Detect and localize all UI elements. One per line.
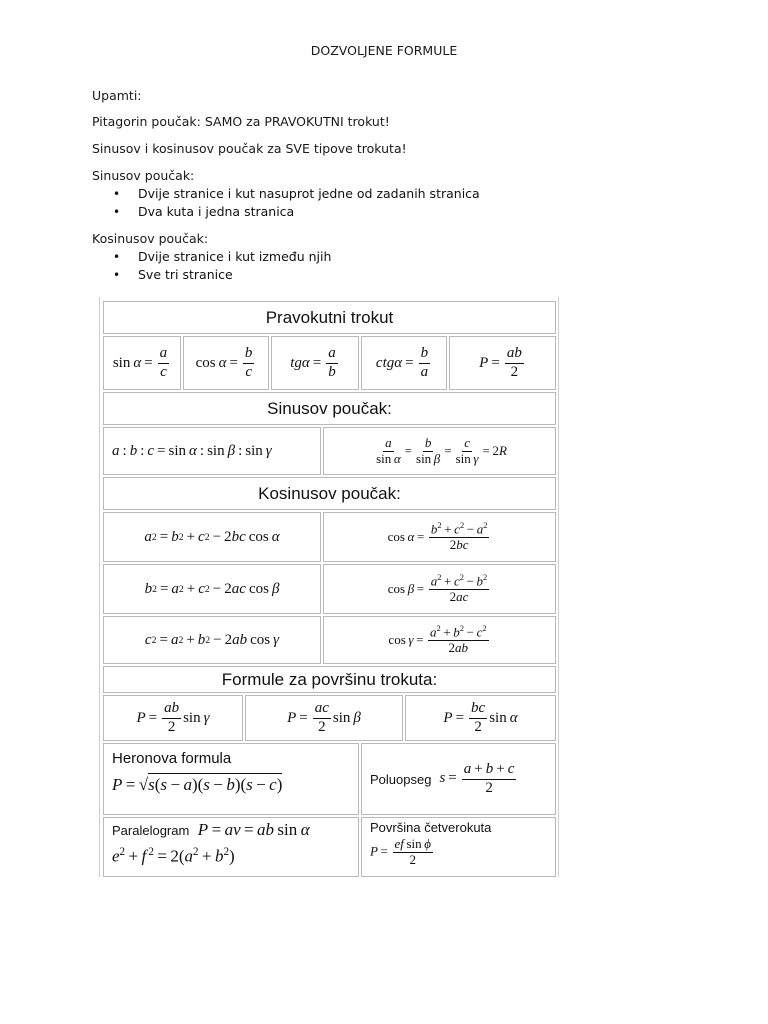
cosine-law-b: b 2 = a 2 + c 2 − 2 ac cos β (103, 564, 321, 614)
cosine-law-header: Kosinusov poučak: (103, 477, 556, 510)
kosinus-heading: Kosinusov poučak: (92, 231, 209, 246)
list-item (113, 267, 233, 282)
formula-sheet-image (99, 297, 559, 877)
list-item-text: Dvije stranice i kut između njih (138, 249, 332, 264)
area-sin-alpha: P = $\frac{bc}{2}$ sin α (405, 695, 556, 741)
tangent-definition: tgα = $\frac{a}{b}$ (271, 336, 359, 390)
sinus-heading: Sinusov poučak: (92, 168, 195, 183)
heron-label: Heronova formula (112, 750, 232, 767)
bullet-icon: • (113, 205, 121, 219)
semi-perimeter-cell (361, 743, 556, 815)
list-item-text: Dvije stranice i kut nasuprot jedne od zadanih stranica (138, 186, 480, 201)
area-sin-gamma: P = $\frac{ab}{2}$ sin γ (103, 695, 243, 741)
bullet-icon: • (113, 250, 121, 264)
list-item (113, 249, 331, 264)
cotangent-definition: ctgα = $\frac{b}{a}$ (361, 336, 447, 390)
heron-formula: P = √s(s − a)(s − b)(s − c) (112, 775, 283, 794)
document-title: DOZVOLJENE FORMULE (310, 43, 458, 58)
semi-perimeter-label: Poluopseg (370, 771, 432, 787)
cosine-gamma: cos γ = $\frac{a^2 + b^2 - c^2}{2ab}$ (323, 616, 556, 664)
heron-formula-cell (103, 743, 359, 815)
list-item (113, 204, 294, 219)
sine-law-header: Sinusov poučak: (103, 392, 556, 425)
note-label: Upamti: (92, 88, 142, 103)
cosine-law-c: c 2 = a 2 + b 2 − 2 ab cos γ (103, 616, 321, 664)
sine-law-ratio: a : b : c = sin α : sin β : sin γ (103, 427, 321, 475)
area-sin-beta: P = $\frac{ac}{2}$ sin β (245, 695, 403, 741)
cosine-alpha: cos α = $\frac{b^2 + c^2 - a^2}{2bc}$ (323, 512, 556, 562)
cosine-definition: cos α = $\frac{b}{c}$ (183, 336, 269, 390)
parallelogram-cell (103, 817, 359, 877)
list-item (113, 186, 480, 201)
parallelogram-label: Paralelogram (112, 823, 190, 838)
parallelogram-diagonals: $e^2 + f$ $^2 = 2(a^2 + b^2)$ (112, 846, 235, 866)
bullet-icon: • (113, 187, 121, 201)
semi-perimeter-formula: s = $\frac{a + b + c}{2}$ (439, 761, 515, 796)
parallelogram-area: P = av = ab sin α (197, 820, 310, 839)
pitagora-note: Pitagorin poučak: SAMO za PRAVOKUTNI trokut! (92, 114, 390, 129)
list-item-text: Sve tri stranice (138, 267, 233, 282)
right-triangle-area: P = $\frac{ab}{2}$ (449, 336, 556, 390)
list-item-text: Dva kuta i jedna stranica (138, 204, 295, 219)
quad-area-formula: P = $\frac{\text{ef sin ϕ}}{2}$ (370, 836, 432, 867)
sine-law-equation: $\frac{a}{\text{sin α}}$ = $\frac{b}{\text{sin β}}$ = $\frac{c}{\text{sin γ}}$ = 2 R (323, 427, 556, 475)
area-formulas-header: Formule za površinu trokuta: (103, 666, 556, 693)
right-triangle-header: Pravokutni trokut (103, 301, 556, 334)
sin-cos-note: Sinusov i kosinusov poučak za SVE tipove trokuta! (92, 141, 407, 156)
cosine-law-a: a 2 = b 2 + c 2 − 2 bc cos α (103, 512, 321, 562)
bullet-icon: • (113, 268, 121, 282)
quadrilateral-area-cell (361, 817, 556, 877)
quad-area-label: Površina četverokuta (370, 820, 492, 835)
cosine-beta: cos β = $\frac{a^2 + c^2 - b^2}{2ac}$ (323, 564, 556, 614)
sine-definition: sin α = $\frac{a}{c}$ (103, 336, 181, 390)
